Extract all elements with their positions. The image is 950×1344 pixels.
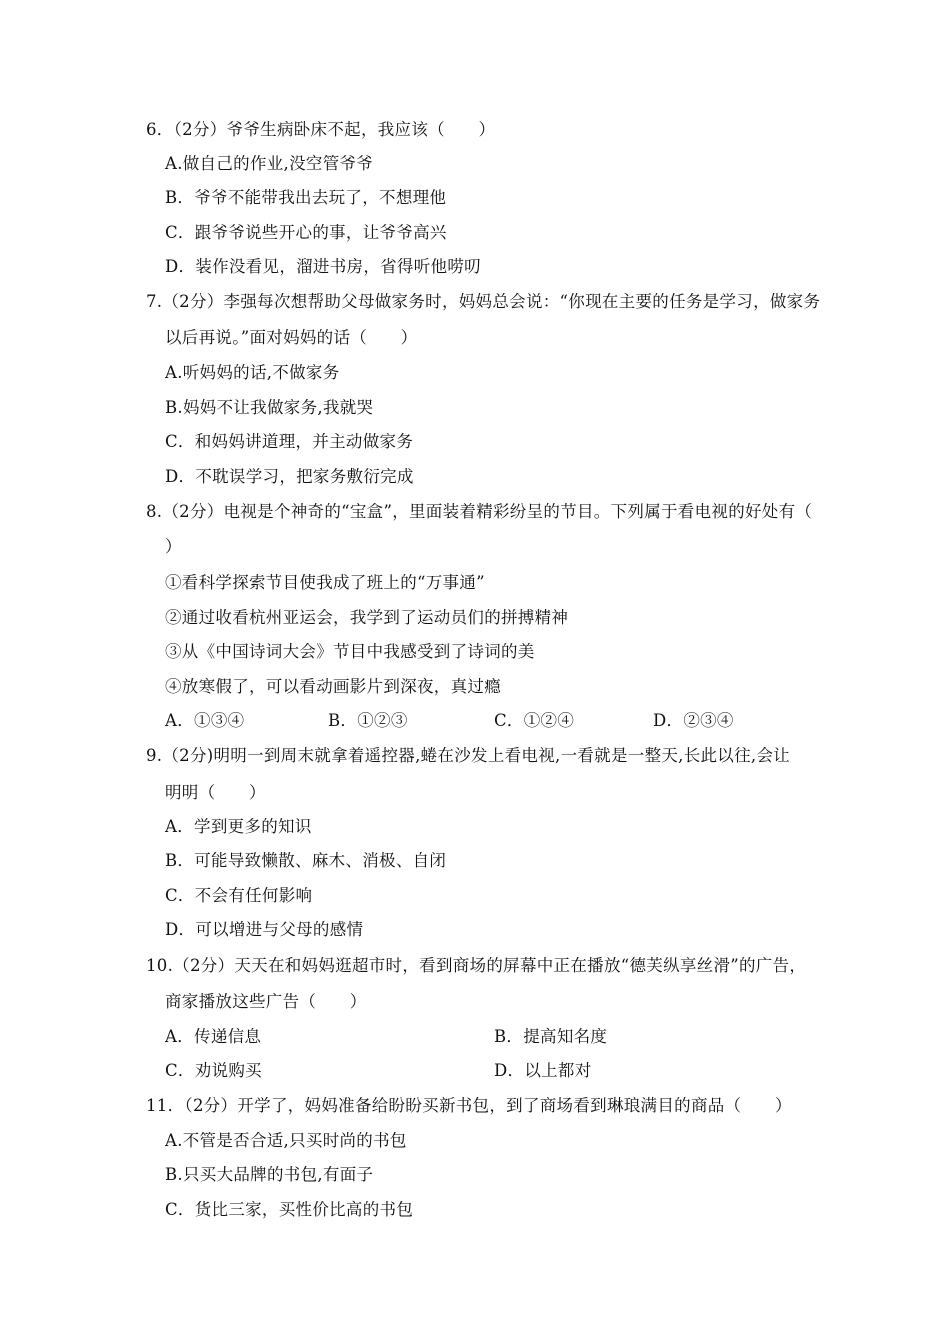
q9-option-c: C．不会有任何影响	[165, 886, 313, 905]
q10-stem-line1: 10.（2分）天天在和妈妈逛超市时，看到商场的屏幕中正在播放“德芙纵享丝滑”的广告，	[146, 956, 807, 975]
q8-statement-2: ②通过收看杭州亚运会，我学到了运动员们的拼搏精神	[165, 608, 569, 627]
q11-stem: 11．（2分）开学了，妈妈准备给盼盼买新书包，到了商场看到琳琅满目的商品（ ）	[146, 1096, 792, 1115]
q8-statement-1: ①看科学探索节目使我成了班上的“万事通”	[165, 573, 485, 592]
q8-option-b: B．①②③	[328, 711, 408, 730]
q11-option-c: C．货比三家，买性价比高的书包	[165, 1200, 414, 1219]
q6-option-c: C．跟爷爷说些开心的事，让爷爷高兴	[165, 223, 447, 242]
q7-stem-line1: 7.（2分）李强每次想帮助父母做家务时，妈妈总会说：“你现在主要的任务是学习，做家务	[146, 292, 821, 311]
q10-option-a: A．传递信息	[165, 1027, 262, 1046]
q11-option-b: B.只买大品牌的书包,有面子	[165, 1165, 374, 1184]
q9-option-d: D．可以增进与父母的感情	[165, 920, 364, 939]
q7-option-a: A.听妈妈的话,不做家务	[165, 363, 340, 382]
q8-statement-4: ④放寒假了，可以看动画影片到深夜，真过瘾	[165, 677, 501, 696]
q8-stem-line2: ）	[165, 537, 182, 556]
q6-option-b: B．爷爷不能带我出去玩了，不想理他	[165, 188, 447, 207]
q6-option-d: D．装作没看见，溜进书房，省得听他唠叨	[165, 257, 481, 276]
q9-option-b: B．可能导致懒散、麻木、消极、自闭	[165, 851, 447, 870]
q10-stem-line2: 商家播放这些广告（ ）	[165, 992, 367, 1011]
q8-stem-line1: 8.（2分）电视是个神奇的“宝盒”，里面装着精彩纷呈的节目。下列属于看电视的好处有（	[146, 502, 813, 521]
q7-stem-line2: 以后再说。”面对妈妈的话（ ）	[165, 328, 418, 347]
q9-stem-line2: 明明（ ）	[165, 783, 266, 802]
q9-option-a: A．学到更多的知识	[165, 817, 312, 836]
q11-option-a: A.不管是否合适,只买时尚的书包	[165, 1131, 407, 1150]
q10-option-c: C．劝说购买	[165, 1061, 262, 1080]
q7-option-c: C．和妈妈讲道理，并主动做家务	[165, 432, 414, 451]
q6-option-a: A.做自己的作业,没空管爷爷	[165, 154, 374, 173]
q9-stem-line1: 9.（2分)明明一到周末就拿着遥控器,蜷在沙发上看电视,一看就是一整天,长此以往,会让	[146, 746, 791, 765]
q8-option-d: D．②③④	[653, 711, 734, 730]
q7-option-b: B.妈妈不让我做家务,我就哭	[165, 398, 374, 417]
q8-statement-3: ③从《中国诗词大会》节目中我感受到了诗词的美	[165, 642, 535, 661]
q10-option-b: B．提高知名度	[494, 1027, 608, 1046]
q8-option-a: A．①③④	[165, 711, 245, 730]
q8-option-c: C．①②④	[494, 711, 575, 730]
q10-option-d: D．以上都对	[494, 1061, 592, 1080]
q7-option-d: D．不耽误学习，把家务敷衍完成	[165, 467, 414, 486]
q6-stem: 6．（2分）爷爷生病卧床不起，我应该（ ）	[146, 120, 496, 139]
